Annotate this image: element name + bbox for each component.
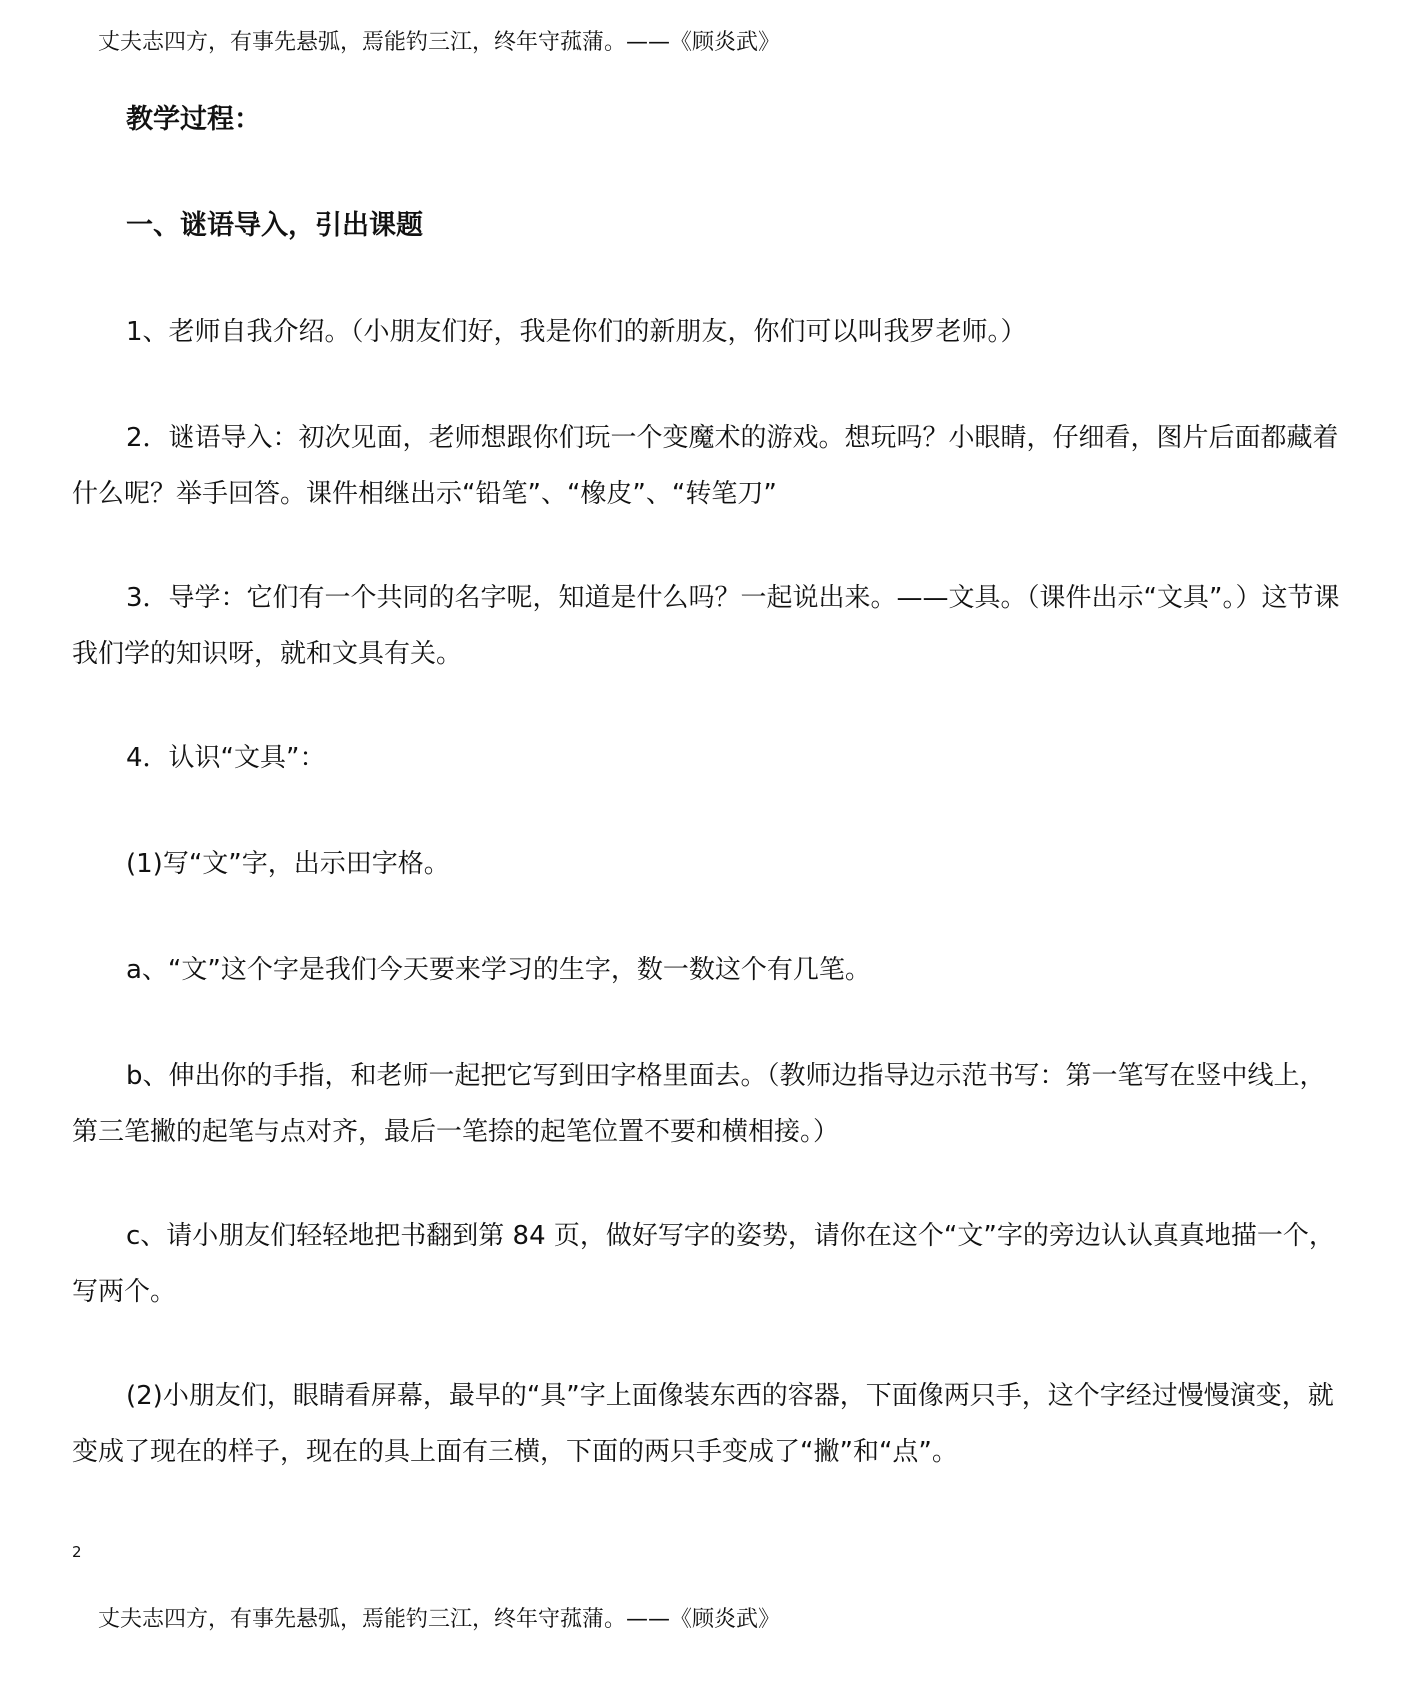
page-footer-quote: 丈夫志四方，有事先悬弧，焉能钓三江，终年守菰蒲。——《顾炎武》 bbox=[98, 1607, 781, 1632]
paragraph-write-wen: (1)写“文”字，出示田字格。 bbox=[126, 849, 450, 879]
section-heading-riddle-intro: 一、谜语导入，引出课题 bbox=[126, 210, 423, 241]
paragraph-step-c: c、请小朋友们轻轻地把书翻到第 84 页，做好写字的姿势，请你在这个“文”字的旁边认认真真地描一个，写两个。 bbox=[72, 1221, 1335, 1307]
page-number: 2 bbox=[72, 1543, 82, 1561]
paragraph-guided-learning: 3．导学：它们有一个共同的名字呢，知道是什么吗？一起说出来。——文具。（课件出示“文具”。）这节课我们学的知识呀，就和文具有关。 bbox=[72, 583, 1340, 669]
paragraph-riddle-intro: 2．谜语导入：初次见面，老师想跟你们玩一个变魔术的游戏。想玩吗？小眼睛，仔细看，图片后面都藏着什么呢？举手回答。课件相继出示“铅笔”、“橡皮”、“转笔刀” bbox=[72, 423, 1339, 509]
paragraph-ju-character: (2)小朋友们，眼睛看屏幕，最早的“具”字上面像装东西的容器，下面像两只手，这个字经过慢慢演变，就变成了现在的样子，现在的具上面有三横，下面的两只手变成了“撇”和“点”。 bbox=[72, 1381, 1334, 1467]
paragraph-teacher-intro: 1、老师自我介绍。（小朋友们好，我是你们的新朋友，你们可以叫我罗老师。） bbox=[126, 317, 1027, 347]
paragraph-recognize-stationery: 4．认识“文具”： bbox=[126, 743, 326, 773]
paragraph-step-b: b、伸出你的手指，和老师一起把它写到田字格里面去。（教师边指导边示范书写：第一笔写在竖中线上，第三笔撇的起笔与点对齐，最后一笔捺的起笔位置不要和横相接。） bbox=[72, 1061, 1326, 1147]
page-header-quote: 丈夫志四方，有事先悬弧，焉能钓三江，终年守菰蒲。——《顾炎武》 bbox=[98, 30, 781, 55]
section-heading-teaching-process: 教学过程： bbox=[126, 104, 261, 135]
paragraph-step-a: a、“文”这个字是我们今天要来学习的生字，数一数这个有几笔。 bbox=[126, 955, 871, 985]
